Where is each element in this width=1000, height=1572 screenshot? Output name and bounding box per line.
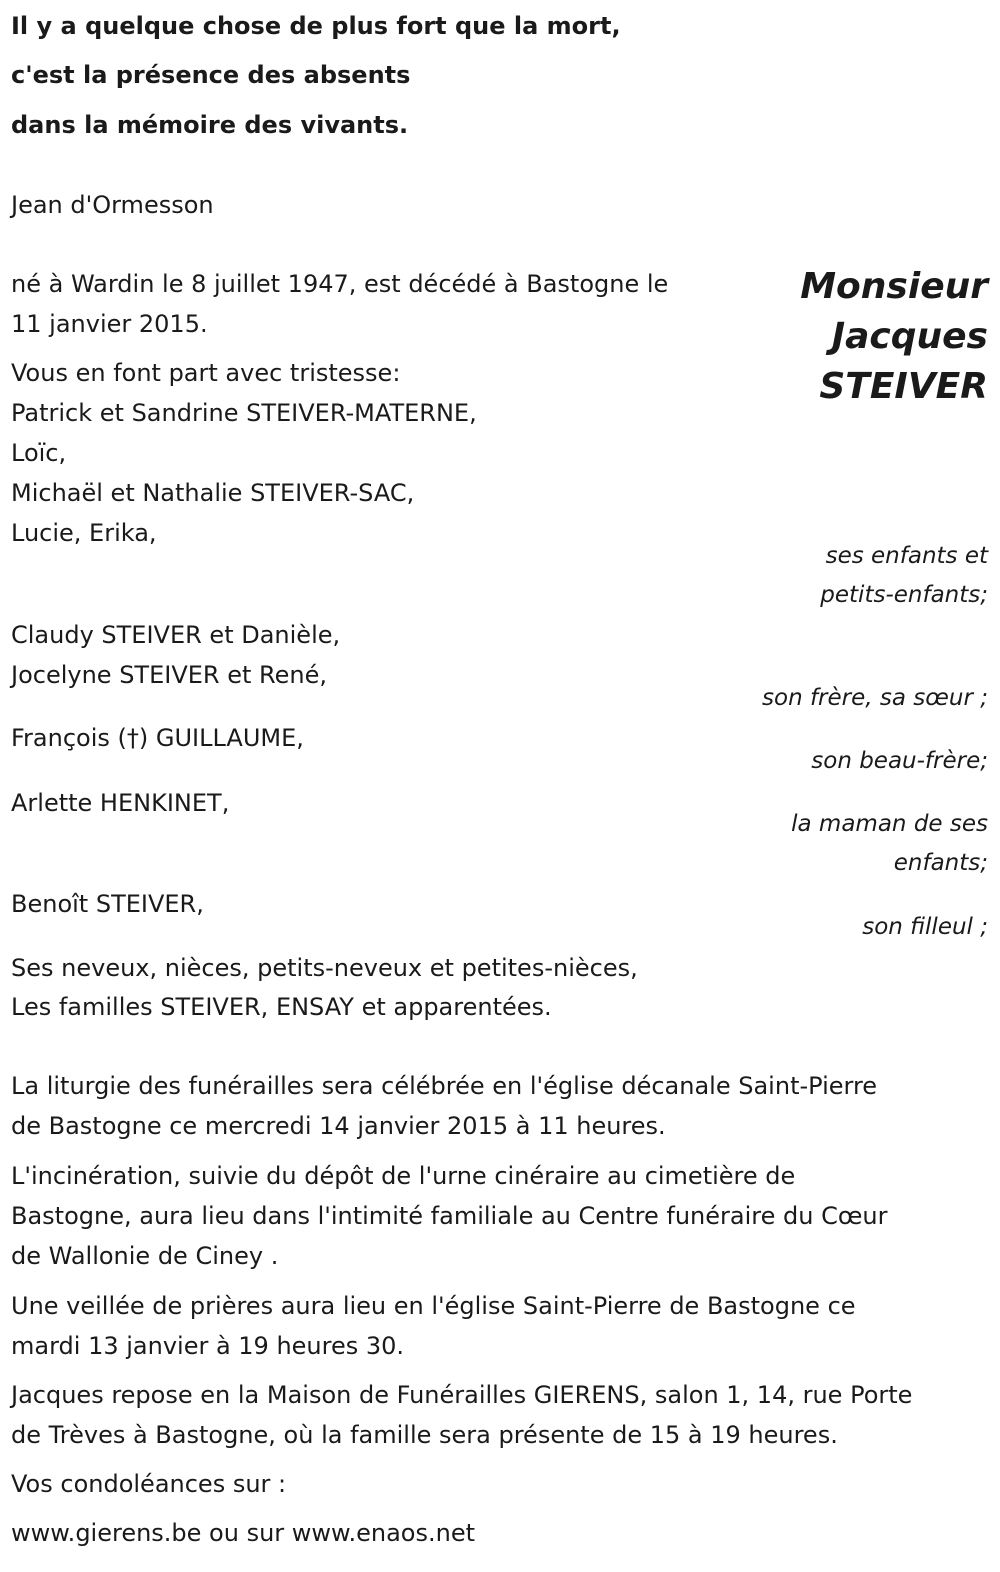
condolences-sites: www.gierens.be ou sur www.enaos.net [11,1519,475,1547]
deceased-name [800,262,988,412]
family-brother-in-law [11,718,304,758]
quote-line-1: Il y a quelque chose de plus fort que la mort, [11,12,621,40]
family-extended-1: Ses neveux, nièces, petits-neveux et petites-nièces, [11,954,638,982]
cremation-line-2: Bastogne, aura lieu dans l'intimité familiale au Centre funéraire du Cœur [11,1202,888,1230]
family-children-2: Loïc, [11,439,67,467]
mother-relation-1: la maman de ses [791,811,988,837]
condolences-label: Vos condoléances sur : [11,1470,287,1498]
repose-line-1: Jacques repose en la Maison de Funérailles GIERENS, salon 1, 14, rue Porte [11,1381,913,1409]
family-children-1: Patrick et Sandrine STEIVER-MATERNE, [11,399,477,427]
children-relation-1: ses enfants et [825,543,988,569]
announcement-intro: Vous en font part avec tristesse: [11,359,401,387]
mother-relation-2: enfants; [893,850,988,876]
birth-death-line-1: né à Wardin le 8 juillet 1947, est décédé à Bastogne le [11,270,669,298]
family-sibling-2: Jocelyne STEIVER et René, [11,661,327,689]
birth-death-line-2: 11 janvier 2015. [11,310,208,338]
liturgy-line-1: La liturgie des funérailles sera célébrée en l'église décanale Saint-Pierre [11,1072,878,1100]
deceased-first-name: Jacques [831,316,988,357]
vigil-line-1: Une veillée de prières aura lieu en l'église Saint-Pierre de Bastogne ce [11,1292,856,1320]
cremation-line-1: L'incinération, suivie du dépôt de l'urne cinéraire au cimetière de [11,1162,796,1190]
cremation-line-3: de Wallonie de Ciney . [11,1242,279,1270]
brother-in-law-name-end: ) GUILLAUME, [138,724,304,752]
repose-line-2: de Trèves à Bastogne, où la famille sera présente de 15 à 19 heures. [11,1421,838,1449]
family-mother-of-children: Arlette HENKINET, [11,789,230,817]
brother-in-law-name-start: François ( [11,724,127,752]
family-sibling-1: Claudy STEIVER et Danièle, [11,621,341,649]
deceased-last-name: STEIVER [819,366,988,407]
family-children-4: Lucie, Erika, [11,519,157,547]
cross-icon: † [126,724,139,752]
family-extended-2: Les familles STEIVER, ENSAY et apparentées. [11,993,552,1021]
siblings-relation: son frère, sa sœur ; [762,685,988,711]
quote-line-2: c'est la présence des absents [11,61,411,89]
children-relation-2: petits-enfants; [820,582,988,608]
family-children-3: Michaël et Nathalie STEIVER-SAC, [11,479,415,507]
quote-line-3: dans la mémoire des vivants. [11,111,409,139]
brother-in-law-relation: son beau-frère; [811,748,988,774]
godson-relation: son filleul ; [862,914,988,940]
liturgy-line-2: de Bastogne ce mercredi 14 janvier 2015 à 11 heures. [11,1112,666,1140]
family-godson: Benoît STEIVER, [11,890,204,918]
deceased-title: Monsieur [800,266,988,307]
vigil-line-2: mardi 13 janvier à 19 heures 30. [11,1332,405,1360]
quote-author: Jean d'Ormesson [11,191,214,219]
